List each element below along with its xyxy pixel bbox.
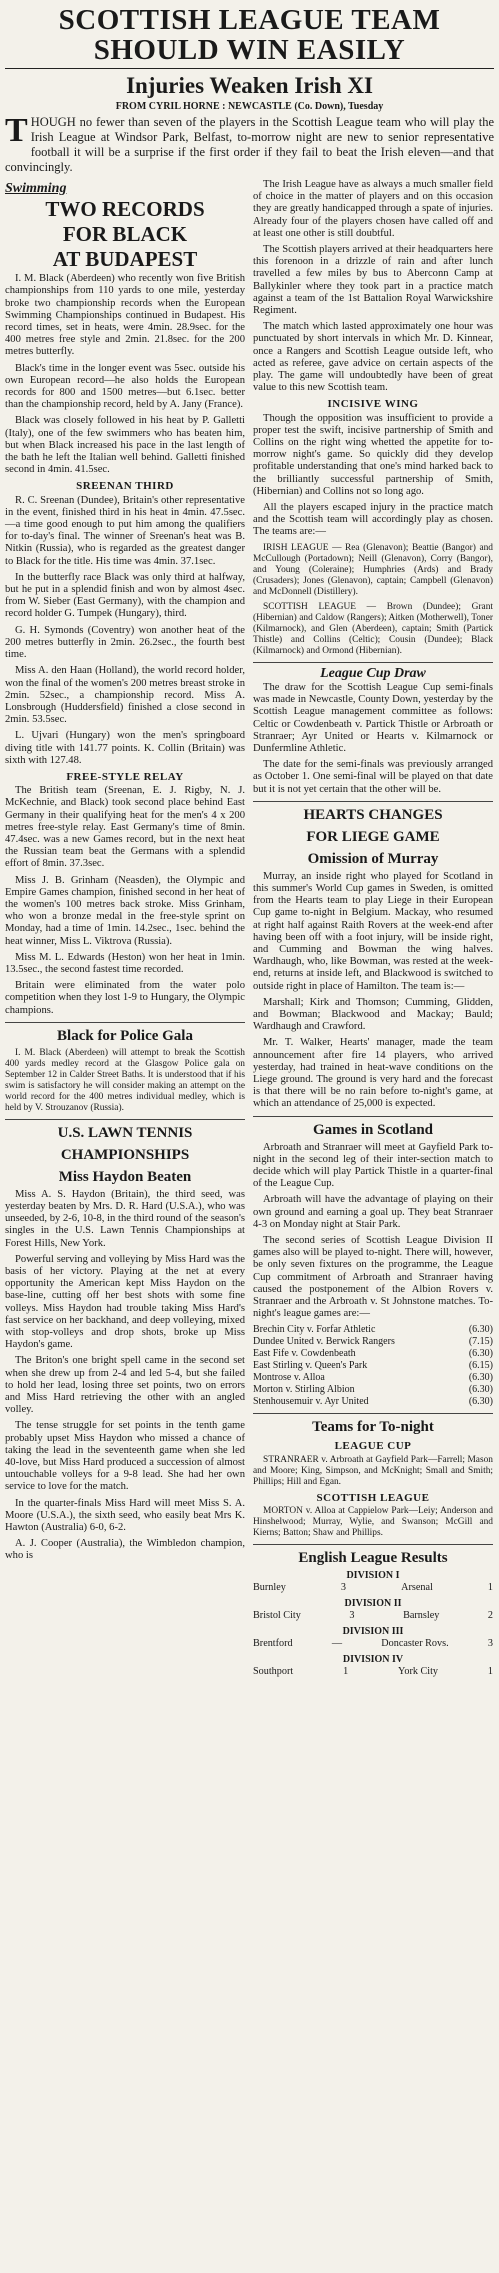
main-story-lead: THOUGH no fewer than seven of the players in the Scottish League team who will play the Irish League at Windsor Park, Belfast, to-morrow night are new to senior representative football it will be a surprise if the first order if they fail to beat the Irish eleven—and that convincingly. (5, 112, 494, 174)
fixture-row: Montrose v. Alloa (6.30) (253, 1372, 493, 1384)
section-tag: Swimming (5, 181, 67, 196)
games-paragraph: The second series of Scottish League Division II games also will be played to-night. There will, however, be only seven fixtures on the programme, the League Cup commitment of Arbroath and Stranraer having caused the postponement of the Albion Rovers v. Stranraer and the Arbroath v. St Johnstone matches. To-night's league games are:— (253, 1235, 493, 1320)
tennis-paragraph: The Briton's one bright spell came in the second set when she drew up from 2-4 and led 5-4, but she failed to hold her lead, losing three set points, two on errors and Miss Hard retrieving the other with an angled volley. (5, 1355, 245, 1416)
fixture-row: Brechin City v. Forfar Athletic (6.30) (253, 1324, 493, 1336)
sreenan-heading: SREENAN THIRD (76, 480, 174, 493)
swimming-title-2: FOR BLACK (62, 222, 188, 247)
main-story-paragraph: Though the opposition was insufficient to provide a proper test the swift, incisive partnership of Smith and Collins on the right wing whetted the appetite for to-morrow night's game. So quickly did they develop profitable understanding that one's mind harked back to the brilliantly successful partnership of Smith, (Hibernian) and Collins not so long ago. (253, 412, 493, 497)
hearts-paragraph: Mr. T. Walker, Hearts' manager, made the team announcement after fire 14 players, who arrived yesterday, had trained in heat-wave conditions on the Liege ground. The ground is very hard and the forecast is that there will be no rain before to-night's game, at which an attendance of 25,000 is expected. (253, 1037, 493, 1110)
games-paragraph: Arbroath will have the advantage of playing on their own ground and earning a goal up. They beat Stranraer 4-3 on Monday night at Stair Park. (253, 1194, 493, 1230)
byline: FROM CYRIL HORNE : NEWCASTLE (Co. Down), Tuesday (115, 101, 384, 112)
headline-line-2: SHOULD WIN EASILY (93, 34, 406, 66)
swimming-paragraph: Miss J. B. Grinham (Neasden), the Olympic and Empire Games champion, finished second in her heat of the women's 100 metres back stroke. Miss Grinham, who won a bronze medal in the free-style sprint on Monday, had a time of 1min. 14.2sec., 1sec. behind the heat winner, Miss L. Viktrova (Russia). (5, 874, 245, 947)
fixture-list (253, 1324, 493, 1408)
main-story-title: Injuries Weaken Irish XI (126, 73, 373, 98)
drop-cap: T (5, 112, 28, 149)
league-cup-paragraph: The date for the semi-finals was previously arranged as October 1. One semi-final will be played on that date but it is not yet certain that the other will be. (253, 759, 493, 795)
police-gala-title: Black for Police Gala (57, 1027, 193, 1044)
tennis-paragraph: Miss A. S. Haydon (Britain), the third seed, was yesterday beaten by Mrs. D. R. Hard (U.S.A.), who was unseeded, by 2-6, 10-8, in the third round of the season's singles in the U.S. Lawn Tennis Championships at Forest Hills, New York. (5, 1188, 245, 1249)
swimming-paragraph: I. M. Black (Aberdeen) who recently won five British championships from 110 yards to one mile, yesterday broke two championship records when the European Swimming Championships continued in Budapest. His record times, set in heats, were 4min. 28.9sec. for the 400 metres free style and 2min. 21.8sec. for the 200 metres butterfly. (5, 273, 245, 358)
right-column (253, 179, 493, 1679)
irish-team-list: IRISH LEAGUE — Rea (Glenavon); Beattie (Bangor) and McCullough (Portadown); Neill (Glenavon), Corry (Bangor), and Young (Coleraine); Humphries (Ards) and Brady (Crusaders); Jones (Glenavon), captain; Campbell (Glenavon) and McDonnell (Distillery). (253, 542, 493, 597)
scottish-team-list: SCOTTISH LEAGUE — Brown (Dundee); Grant (Hibernian) and Caldow (Rangers); Aitken (Motherwell), Toner (Kilmarnock), and Glen (Aberdeen), captain; Smith (Partick Thistle) and Collins (Celtic); Cousin (Dundee); Black (Kilmarnock) and Ormond (Hibernian). (253, 601, 493, 656)
incisive-heading: INCISIVE WING (327, 398, 419, 411)
swimming-paragraph: R. C. Sreenan (Dundee), Britain's other representative in the event, finished third in his heat in 4min. 47.5sec.—a time good enough to put him among the qualifiers for to-day's final. The winner of Sreenan's heat was B. Nitkin (Russia), who is regarded as the greatest danger to Black for the title. His time was 4min. 37.1sec. (5, 494, 245, 567)
divider (5, 1022, 245, 1023)
main-story-paragraph: All the players escaped injury in the practice match and the Scottish team will accordingly play as chosen. The teams are:— (253, 502, 493, 538)
swimming-paragraph: The British team (Sreenan, E. J. Rigby, N. J. McKechnie, and Black) took second place behind East Germany in their qualifying heat for the men's 4 x 200 metres free-style relay. East Germany's time of 8min. 47.4sec. was a new Games record, but in the next heat the Russian team beat the Germans with a splendid effort of 8min. 37.3sec. (5, 785, 245, 870)
fixture-row: East Fife v. Cowdenbeath (6.30) (253, 1348, 493, 1360)
tennis-title-2: CHAMPIONSHIPS (60, 1146, 190, 1163)
result-row: Burnley 3 Arsenal 1 (253, 1582, 493, 1594)
divider (253, 1413, 493, 1414)
tennis-subtitle: Miss Haydon Beaten (58, 1168, 192, 1185)
left-column (5, 179, 245, 1679)
main-story-paragraph: The Scottish players arrived at their headquarters here this forenoon in a drizzle of rain and after lunch travelled a few miles by bus to Aberconn Camp at Ballykinler where they took part in a practice match against a team of the 1st Battalion Royal Warwickshire Regiment. (253, 244, 493, 317)
tennis-title-1: U.S. LAWN TENNIS (57, 1124, 193, 1141)
divider (5, 68, 494, 69)
divider (253, 1116, 493, 1117)
swimming-paragraph: Black's time in the longer event was 5sec. outside his own European record—he also holds the European records for 800 and 1500 metres—but 6.1sec. better than the championship record, held by A. Jany (France). (5, 362, 245, 411)
division-heading: DIVISION II (344, 1597, 402, 1609)
teams-tonight-title: Teams for To-night (312, 1419, 434, 1436)
swimming-paragraph: In the butterfly race Black was only third at halfway, but he put in a splendid finish and won by almost 4sec. from W. Sieber (East Germany), with the champion and record holder G. Tumpek (Hungary), third. (5, 571, 245, 620)
division-heading: DIVISION III (342, 1625, 404, 1637)
fixture-row: Stenhousemuir v. Ayr United (6.30) (253, 1396, 493, 1408)
hearts-paragraph: Murray, an inside right who played for Scotland in this summer's World Cup games in Sweden, is omitted from the Hearts team to play Liege in their European Cup game to-night in Belgium. Mackay, who resumed at right half against Raith Rovers at the week-end after having been off with a foot injury, will be inside right, and Cumming and Bowman the wing halves. Wardhaugh, who, like Bowman, was rested at the week-end, returns at inside left, and Blackwood is switched to outside right in place of Hamilton. The team is:— (253, 870, 493, 992)
swimming-paragraph: Miss A. den Haan (Holland), the world record holder, won the final of the women's 200 metres breast stroke in 2min. 52sec., a championship record. Miss A. Lonsbrough (Huddersfield) finished a close second in 2min. 53.5sec. (5, 665, 245, 726)
swimming-paragraph: Miss M. L. Edwards (Heston) won her heat in 1min. 13.5sec., the second fastest time recorded. (5, 951, 245, 975)
tennis-paragraph: The tense struggle for set points in the tenth game probably upset Miss Haydon who missed a chance of taking the lead in the seventeenth game when she led 40-love, but Miss Hard produced a succession of almost untouchable volleys for a 9-8 lead. She had her own service to love for the match. (5, 1420, 245, 1493)
main-story-paragraph: The Irish League have as always a much smaller field of choice in the matter of players and on this occasion they are greatly handicapped through a spate of injuries. Already four of the players chosen have called off and at least one other is still doubtful. (253, 179, 493, 239)
swimming-paragraph: Black was closely followed in his heat by P. Galletti (Italy), one of the few swimmers who has beaten him, but when Black increased his pace in the last length of the bath he left the Italian well behind. Galletti finished second in 4min. 41.5sec. (5, 415, 245, 476)
tennis-paragraph: Powerful serving and volleying by Miss Hard was the basis of her victory. Playing at the net at every opportunity the American kept Miss Haydon on the base-line, cutting off her best shots with some fine volleys. Miss Haydon had trouble taking Miss Hard's fast service on her backhand, and deep volleying, mixed with stop-volleys and drop shots, broke up Miss Haydon's game. (5, 1253, 245, 1351)
relay-heading: FREE-STYLE RELAY (66, 770, 184, 783)
result-row: Bristol City 3 Barnsley 2 (253, 1610, 493, 1622)
tennis-paragraph: A. J. Cooper (Australia), the Wimbledon champion, who is (5, 1538, 245, 1562)
hearts-title-2: FOR LIEGE GAME (306, 828, 440, 845)
league-cup-paragraph: The draw for the Scottish League Cup semi-finals was made in Newcastle, County Down, yesterday by the Scottish League management committee as follows: Celtic or Cowdenbeath v. Partick Thistle or Arbroath or Stranraer; Ayr United or Hearts v. Kilmarnock or Dunfermline Athletic. (253, 681, 493, 754)
fixture-row: Morton v. Stirling Albion (6.30) (253, 1384, 493, 1396)
league-cup-title: League Cup Draw (320, 665, 426, 681)
results-table (253, 1570, 493, 1679)
division-heading: DIVISION IV (342, 1653, 404, 1665)
hearts-subtitle: Omission of Murray (307, 850, 439, 867)
games-paragraph: Arbroath and Stranraer will meet at Gayfield Park to-night in the second leg of their inter-section match to decide which will play Partick Thistle in a quarter-final of the League Cup. (253, 1141, 493, 1190)
league-cup-subheading: LEAGUE CUP (334, 1440, 412, 1453)
stranraer-team: STRANRAER v. Arbroath at Gayfield Park—Farrell; Mason and Moore; King, Simpson, and McKnight; Small and Smith; Phillips; Hill and Egan. (253, 1454, 493, 1487)
swimming-paragraph: L. Ujvari (Hungary) won the men's springboard diving title with 141.77 points. K. Collin (Britain) was sixth with 127.48. (5, 730, 245, 766)
columns (5, 179, 494, 1679)
tennis-paragraph: In the quarter-finals Miss Hard will meet Miss S. A. Moore (U.S.A.), the sixth seed, who easily beat Mrs K. Hawton (Australia) 6-0, 6-2. (5, 1497, 245, 1534)
fixture-row: Dundee United v. Berwick Rangers (7.15) (253, 1336, 493, 1348)
result-row: Brentford — Doncaster Rovs. 3 (253, 1638, 493, 1650)
swimming-title-1: TWO RECORDS (45, 197, 205, 222)
divider (253, 662, 493, 663)
fixture-row: East Stirling v. Queen's Park (6.15) (253, 1360, 493, 1372)
scottish-league-subheading: SCOTTISH LEAGUE (316, 1491, 430, 1504)
swimming-title-3: AT BUDAPEST (52, 247, 198, 272)
morton-team: MORTON v. Alloa at Cappielow Park—Leiy; Anderson and Hinshelwood; Murray, Wylie, and Swanson; McGill and Kierns; Batton; Shaw and Phillips. (253, 1505, 493, 1538)
divider (253, 801, 493, 802)
swimming-paragraph: Britain were eliminated from the water polo competition when they lost 1-9 to Hungary, the Olympic champions. (5, 980, 245, 1016)
english-results-title: English League Results (298, 1549, 448, 1566)
hearts-title-1: HEARTS CHANGES (303, 806, 443, 823)
games-scotland-title: Games in Scotland (312, 1121, 433, 1138)
police-gala-text: I. M. Black (Aberdeen) will attempt to break the Scottish 400 yards medley record at the Glasgow Police gala on September 12 in Calder Street Baths. It is understood that if his swim is satisfactory he will consider making an attempt on the world record for the 400 metres individual medley, which is held by V. Strouzanov (Russia). (5, 1047, 245, 1113)
main-story-paragraph: The match which lasted approximately one hour was punctuated by short intervals in which Mr. D. Kinnear, once a Rangers and Scottish League outside left, who acted as referee, gave advice on certain aspects of the play. The game will undoubtedly have been of great value to this new Scottish team. (253, 321, 493, 394)
divider (253, 1544, 493, 1545)
divider (5, 1119, 245, 1120)
division-heading: DIVISION I (346, 1569, 400, 1581)
swimming-paragraph: G. H. Symonds (Coventry) won another heat of the 200 metres butterfly in 2min. 26.2sec., the fourth best time. (5, 624, 245, 661)
headline-line-1: SCOTTISH LEAGUE TEAM (58, 4, 441, 36)
hearts-paragraph: Marshall; Kirk and Thomson; Cumming, Glidden, and Bowman; Blackwood and Mackay; Bauld; Wardhaugh and Crawford. (253, 996, 493, 1033)
result-row: Southport 1 York City 1 (253, 1666, 493, 1678)
